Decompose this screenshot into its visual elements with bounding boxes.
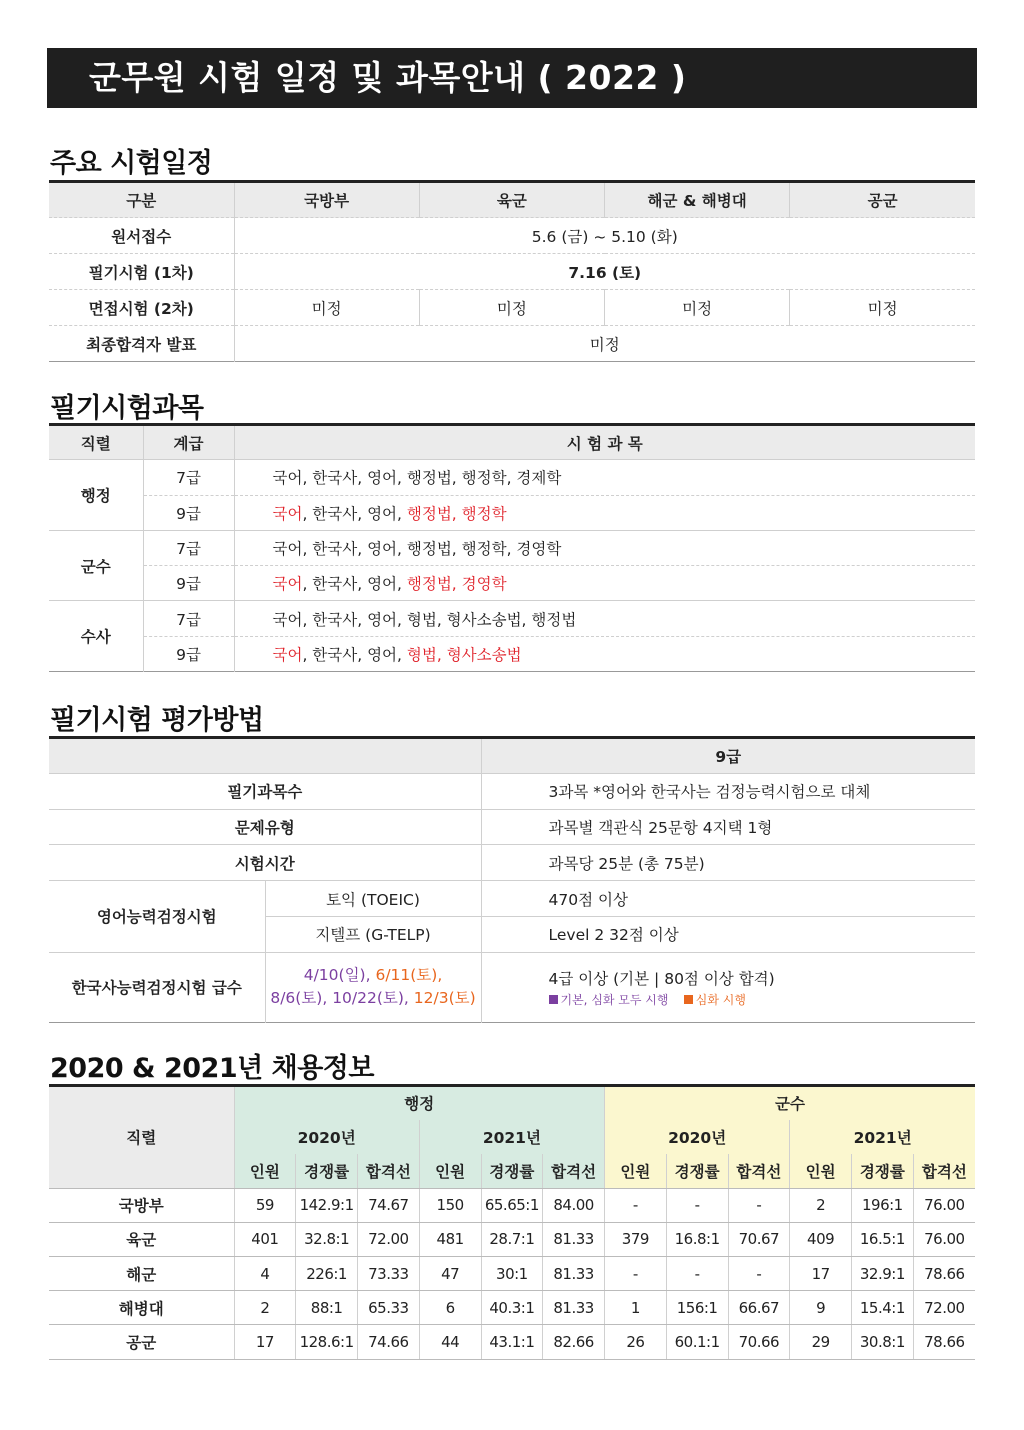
table-cell: 401	[234, 1222, 296, 1256]
table-cell: 150	[419, 1188, 481, 1222]
table-cell: 78.66	[913, 1256, 975, 1290]
row-label: 한국사능력검정시험 급수	[71, 979, 242, 998]
subject-highlight: 국어	[272, 575, 303, 594]
evaluation-table	[49, 736, 975, 1023]
table-cell: 65.33	[358, 1291, 420, 1325]
table-cell: 128.6:1	[296, 1325, 358, 1359]
eval-value: 470점 이상	[481, 881, 975, 917]
table-cell: 60.1:1	[666, 1325, 728, 1359]
grade-cell: 9급	[143, 566, 234, 601]
col-header: 인원	[234, 1154, 296, 1188]
header-cell: 직렬	[49, 1086, 234, 1189]
table-row	[49, 1256, 975, 1290]
col-header: 합격선	[913, 1154, 975, 1188]
table-cell: 43.1:1	[481, 1325, 543, 1359]
col-header: 인원	[605, 1154, 667, 1188]
eval-value: Level 2 32점 이상	[481, 916, 975, 952]
series-label: 행정	[49, 460, 143, 531]
subjects-cell	[234, 636, 975, 671]
header-cell: 육군	[419, 182, 604, 218]
series-label: 군수	[49, 530, 143, 601]
group-header: 군수	[605, 1086, 976, 1120]
table-cell: -	[666, 1188, 728, 1222]
table-cell: 78.66	[913, 1325, 975, 1359]
eval-value: 과목별 객관식 25문항 4지택 1형	[481, 809, 975, 845]
table-cell: 17	[234, 1325, 296, 1359]
header-cell: 해군 & 해병대	[605, 182, 790, 218]
grade-cell: 9급	[143, 495, 234, 530]
row-label: 필기시험 (1차)	[49, 254, 234, 290]
exam-dates	[265, 952, 481, 1022]
table-cell: 81.33	[543, 1291, 605, 1325]
table-cell: 142.9:1	[296, 1188, 358, 1222]
schedule-title: 주요 시험일정	[50, 148, 213, 179]
table-cell: 9	[790, 1291, 852, 1325]
eval-value	[481, 952, 975, 1022]
table-cell: 481	[419, 1222, 481, 1256]
header-cell: 계급	[143, 425, 234, 460]
legend-swatch-orange	[684, 995, 693, 1004]
table-row	[49, 1222, 975, 1256]
legend-label: 심화 시행	[695, 992, 746, 1007]
schedule-value: 미정	[234, 290, 419, 326]
row-label: 문제유형	[234, 818, 295, 837]
table-cell: -	[728, 1256, 790, 1290]
year-header: 2020년	[234, 1120, 419, 1154]
col-header: 합격선	[543, 1154, 605, 1188]
date-basic: 8/6(토), 10/22(토),	[270, 989, 414, 1008]
row-label: 국방부	[49, 1188, 234, 1222]
table-cell: 2	[234, 1291, 296, 1325]
table-cell: 66.67	[728, 1291, 790, 1325]
table-row	[49, 1188, 975, 1222]
subject-highlight: 국어	[272, 504, 303, 523]
eval-value: 과목당 25분 (총 75분)	[481, 845, 975, 881]
legend-swatch-purple	[549, 995, 558, 1004]
year-header: 2020년	[605, 1120, 790, 1154]
evaluation-title: 필기시험 평가방법	[50, 705, 264, 736]
table-cell: 2	[790, 1188, 852, 1222]
grade-cell: 9급	[143, 636, 234, 671]
row-label: 공군	[49, 1325, 234, 1359]
subject-highlight: 형법, 형사소송법	[406, 645, 522, 664]
table-cell: -	[605, 1188, 667, 1222]
subject-highlight: 국어	[272, 645, 303, 664]
series-label: 수사	[49, 601, 143, 672]
group-header: 행정	[234, 1086, 605, 1120]
schedule-value: 5.6 (금) ~ 5.10 (화)	[234, 218, 975, 254]
row-label: 육군	[49, 1222, 234, 1256]
table-cell: 226:1	[296, 1256, 358, 1290]
year-header: 2021년	[790, 1120, 975, 1154]
row-label: 해병대	[49, 1291, 234, 1325]
table-cell: 72.00	[913, 1291, 975, 1325]
table-cell: 156:1	[666, 1291, 728, 1325]
subjects-cell	[234, 566, 975, 601]
subject-highlight: 행정법, 경영학	[406, 575, 507, 594]
table-cell: 81.33	[543, 1256, 605, 1290]
row-label: 면접시험 (2차)	[49, 290, 234, 326]
table-cell: 30:1	[481, 1256, 543, 1290]
date-advanced: 12/3(토)	[413, 989, 476, 1008]
table-cell: 59	[234, 1188, 296, 1222]
schedule-value: 미정	[790, 290, 975, 326]
history-requirement: 4급 이상 (기본 | 80점 이상 합격)	[548, 969, 775, 988]
grade-cell: 7급	[143, 601, 234, 636]
grade-cell: 7급	[143, 530, 234, 565]
table-cell: -	[728, 1188, 790, 1222]
header-cell: 구분	[49, 182, 234, 218]
table-cell: 74.67	[358, 1188, 420, 1222]
legend	[549, 991, 976, 1008]
table-cell: 84.00	[543, 1188, 605, 1222]
test-name: 지텔프 (G-TELP)	[265, 916, 481, 952]
table-cell: 379	[605, 1222, 667, 1256]
table-cell: 16.5:1	[852, 1222, 914, 1256]
table-cell: 88:1	[296, 1291, 358, 1325]
year-header: 2021년	[419, 1120, 604, 1154]
table-cell: 76.00	[913, 1222, 975, 1256]
col-header: 경쟁률	[481, 1154, 543, 1188]
header-cell: 직렬	[49, 425, 143, 460]
table-cell: 32.9:1	[852, 1256, 914, 1290]
schedule-table	[49, 180, 975, 362]
subjects-table	[49, 423, 975, 672]
table-cell: 70.67	[728, 1222, 790, 1256]
row-label: 영어능력검정시험	[96, 908, 217, 927]
table-cell: -	[666, 1256, 728, 1290]
subjects-title: 필기시험과목	[50, 393, 204, 424]
table-cell: 40.3:1	[481, 1291, 543, 1325]
subjects-cell: 국어, 한국사, 영어, 형법, 형사소송법, 행정법	[234, 601, 975, 636]
table-cell: 29	[790, 1325, 852, 1359]
table-cell: 28.7:1	[481, 1222, 543, 1256]
col-header: 인원	[790, 1154, 852, 1188]
table-cell: 196:1	[852, 1188, 914, 1222]
grade-cell: 7급	[143, 460, 234, 495]
table-cell: 15.4:1	[852, 1291, 914, 1325]
table-cell: 30.8:1	[852, 1325, 914, 1359]
table-cell: 74.66	[358, 1325, 420, 1359]
subject-highlight: 행정법, 행정학	[406, 504, 507, 523]
table-cell: 47	[419, 1256, 481, 1290]
table-cell: -	[605, 1256, 667, 1290]
table-cell: 1	[605, 1291, 667, 1325]
header-cell: 9급	[481, 738, 975, 774]
schedule-value: 미정	[419, 290, 604, 326]
row-label: 시험시간	[234, 854, 295, 873]
recruit-table	[49, 1084, 975, 1360]
table-cell: 82.66	[543, 1325, 605, 1359]
table-cell: 72.00	[358, 1222, 420, 1256]
table-cell: 26	[605, 1325, 667, 1359]
table-cell: 17	[790, 1256, 852, 1290]
banner-title: 군무원 시험 일정 및 과목안내 ( 2022 )	[89, 58, 687, 97]
col-header: 경쟁률	[666, 1154, 728, 1188]
schedule-value: 미정	[605, 290, 790, 326]
subject-text: , 한국사, 영어,	[302, 575, 407, 594]
table-cell: 16.8:1	[666, 1222, 728, 1256]
table-cell: 4	[234, 1256, 296, 1290]
col-header: 경쟁률	[852, 1154, 914, 1188]
table-cell: 70.66	[728, 1325, 790, 1359]
schedule-value: 7.16 (토)	[234, 254, 975, 290]
table-row	[49, 1325, 975, 1359]
table-cell: 81.33	[543, 1222, 605, 1256]
legend-label: 기본, 심화 모두 시행	[560, 992, 669, 1007]
row-label: 해군	[49, 1256, 234, 1290]
table-cell: 44	[419, 1325, 481, 1359]
row-label: 원서접수	[49, 218, 234, 254]
eval-value: 3과목 *영어와 한국사는 검정능력시험으로 대체	[481, 773, 975, 809]
table-cell: 73.33	[358, 1256, 420, 1290]
col-header: 인원	[419, 1154, 481, 1188]
page-banner	[47, 48, 977, 108]
date-advanced: 6/11(토),	[375, 966, 443, 985]
table-cell: 65.65:1	[481, 1188, 543, 1222]
table-row	[49, 1291, 975, 1325]
header-cell: 공군	[790, 182, 975, 218]
subjects-cell: 국어, 한국사, 영어, 행정법, 행정학, 경영학	[234, 530, 975, 565]
row-label: 최종합격자 발표	[86, 335, 197, 354]
col-header: 합격선	[728, 1154, 790, 1188]
table-cell: 6	[419, 1291, 481, 1325]
subject-text: , 한국사, 영어,	[302, 645, 407, 664]
header-cell: 국방부	[234, 182, 419, 218]
header-cell	[49, 738, 481, 774]
table-cell: 409	[790, 1222, 852, 1256]
col-header: 경쟁률	[296, 1154, 358, 1188]
row-label: 필기과목수	[227, 783, 303, 802]
table-cell: 76.00	[913, 1188, 975, 1222]
subject-text: , 한국사, 영어,	[302, 504, 407, 523]
recruit-title: 2020 & 2021년 채용정보	[50, 1053, 374, 1084]
col-header: 합격선	[358, 1154, 420, 1188]
header-cell: 시 험 과 목	[234, 425, 975, 460]
subjects-cell: 국어, 한국사, 영어, 행정법, 행정학, 경제학	[234, 460, 975, 495]
subjects-cell	[234, 495, 975, 530]
table-cell: 32.8:1	[296, 1222, 358, 1256]
date-basic: 4/10(일),	[303, 966, 376, 985]
schedule-value: 미정	[234, 326, 975, 362]
test-name: 토익 (TOEIC)	[265, 881, 481, 917]
